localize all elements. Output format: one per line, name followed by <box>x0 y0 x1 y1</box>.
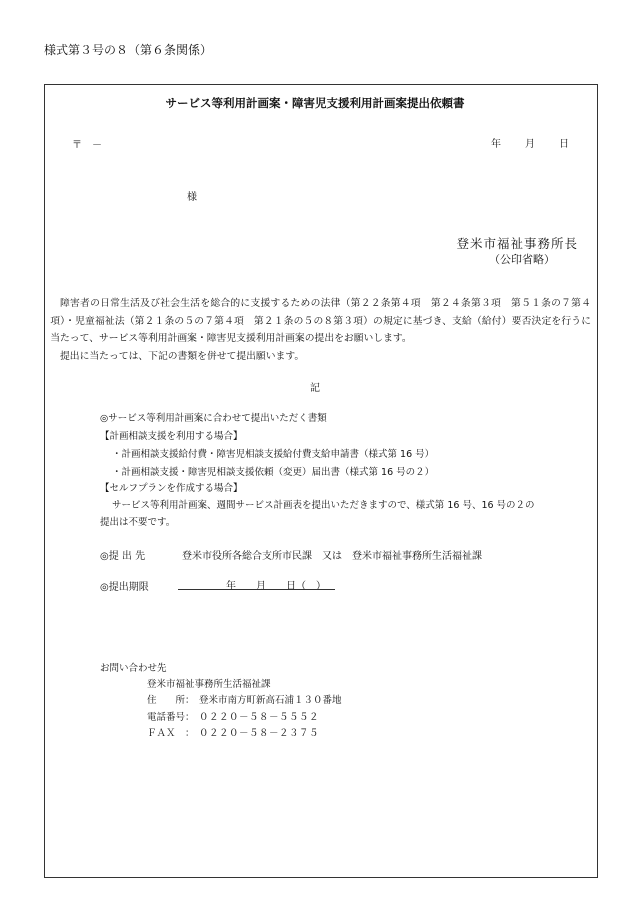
form-number: 様式第３号の８（第６条関係） <box>44 43 213 57</box>
date-year: 年 <box>491 139 501 150</box>
contact-fax-label: ＦＡＸ ： <box>147 728 195 739</box>
postal-code: 〒 － <box>72 140 102 151</box>
docs-heading: ◎サービス等利用計画案に合わせて提出いただく書類 <box>100 413 327 424</box>
contact-phone: ０２２０－５８－５５５２ <box>199 712 320 723</box>
case1-heading: 【計画相談支援を利用する場合】 <box>100 431 243 442</box>
document-title: サービス等利用計画案・障害児支援利用計画案提出依頼書 <box>165 96 465 110</box>
contact-office: 登米市福祉事務所生活福祉課 <box>147 679 271 690</box>
body-text <box>50 295 591 365</box>
case1-item-2: ・計画相談支援・障害児相談支援依頼（変更）届出書（様式第 16 号の２） <box>112 467 435 478</box>
body-paragraph-2: 提出に当たっては、下記の書類を併せて提出願います。 <box>60 350 305 362</box>
seal-omitted-note: （公印省略） <box>489 253 555 266</box>
deadline-value: 年 月 日（ ） <box>226 581 326 592</box>
case2-heading: 【セルフプランを作成する場合】 <box>100 483 243 494</box>
contact-heading: お問い合わせ先 <box>100 663 167 674</box>
case2-text-1: サービス等利用計画案、週間サービス計画表を提出いただきますので、様式第 16 号、16 号の２の <box>112 500 535 511</box>
deadline-label: ◎提出期限 <box>100 582 149 593</box>
submit-to-label: ◎提 出 先 <box>100 551 146 562</box>
deadline-underline <box>178 589 335 590</box>
submit-to-value: 登米市役所各総合支所市民課 又は 登米市福祉事務所生活福祉課 <box>182 551 482 562</box>
contact-address-label: 住 所： <box>147 695 195 706</box>
contact-fax: ０２２０－５８－２３７５ <box>199 728 320 739</box>
case1-item-1: ・計画相談支援給付費・障害児相談支援給付費支給申請書（様式第 16 号） <box>112 449 435 460</box>
sender-name: 登米市福祉事務所長 <box>456 236 578 251</box>
contact-phone-label: 電話番号： <box>147 712 195 723</box>
date-day: 日 <box>559 139 569 150</box>
date-month: 月 <box>525 139 535 150</box>
body-paragraph-1: 障害者の日常生活及び社会生活を総合的に支援するための法律（第２２条第４項 第２４条第３項 第５１条の７第４項）・児童福祉法（第２１条の５の７第４項 第２１条の５の８第３項）の規定に基づき、支給（給付）要否決定を行うに当たって、サービス等利用計画案・障害児支援利用計画案の提出をお願いします。 <box>50 298 591 345</box>
contact-address: 登米市南方町新高石浦１３０番地 <box>199 695 342 706</box>
case2-text-2: 提出は不要です。 <box>100 517 176 528</box>
ki-heading: 記 <box>310 383 320 394</box>
addressee-suffix: 様 <box>187 192 197 203</box>
